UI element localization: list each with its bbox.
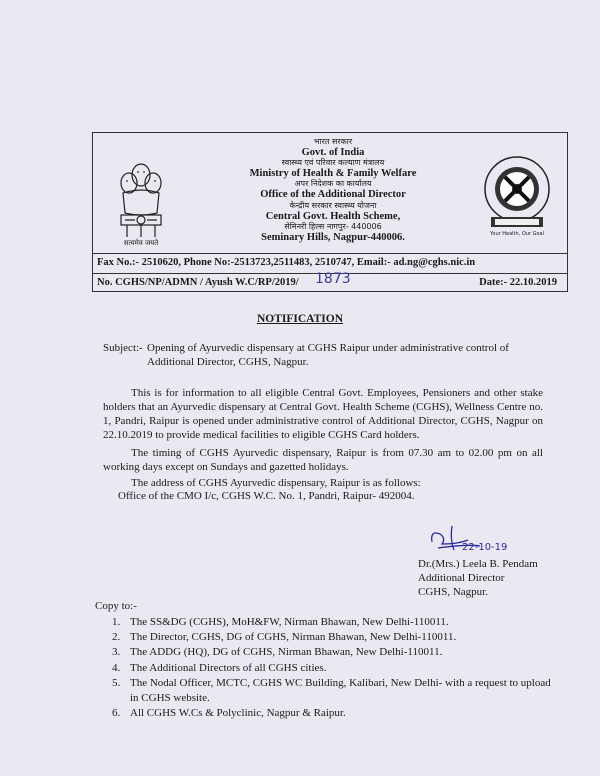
- body-text-3: The address of CGHS Ayurvedic dispensary, Raipur is as follows:: [131, 477, 421, 489]
- signatory-designation: Additional Director: [418, 572, 505, 584]
- national-emblem-icon: [111, 157, 171, 249]
- hindi-office: अपर निदेशक का कार्यालय: [294, 179, 372, 189]
- hindi-ministry: स्वास्थ्य एवं परिवार कल्याण मंत्रालय: [281, 158, 385, 168]
- list-item: 4. The Additional Directors of all CGHS cities.: [112, 661, 327, 674]
- letterhead: [92, 132, 568, 292]
- handwritten-ref-number: 1873: [315, 271, 351, 287]
- body-paragraph-1: [103, 386, 543, 442]
- hindi-address: सेमिनरी हिल्स नागपुर- 440006: [284, 221, 382, 231]
- signatory-block: [418, 557, 538, 599]
- copy-to-list: [112, 615, 552, 721]
- signature-icon: [428, 522, 508, 554]
- list-item: 5. The Nodal Officer, MCTC, CGHS WC Building, Kalibari, New Delhi- with a request to upload in CGHS website.: [112, 676, 551, 705]
- hindi-scheme: केन्द्रीय सरकार स्वास्थ्य योजना: [289, 200, 377, 210]
- emblem-caption: सत्यमेव जयते: [123, 239, 159, 247]
- list-item: 2. The Director, CGHS, DG of CGHS, Nirman Bhawan, New Delhi-110011.: [112, 631, 457, 644]
- list-item: 1. The SS&DG (CGHS), MoH&FW, Nirman Bhawan, New Delhi-110011.: [112, 616, 449, 628]
- handwritten-date: 22-10-19: [462, 542, 508, 553]
- ministry-name: Ministry of Health & Family Welfare: [249, 168, 417, 180]
- govt-name: Govt. of India: [301, 147, 365, 158]
- list-item: 6. All CGHS W.Cs & Polyclinic, Nagpur & Raipur.: [112, 707, 346, 720]
- letterhead-main: [93, 133, 567, 254]
- issue-date: Date:- 22.10.2019: [479, 277, 557, 288]
- notification-title: NOTIFICATION: [256, 313, 344, 325]
- subject-text: Opening of Ayurvedic dispensary at CGHS Raipur under administrative control of Additional Director, CGHS, Nagpur.: [147, 342, 509, 368]
- office-address: Seminary Hills, Nagpur-440006.: [261, 231, 405, 243]
- subject-label: Subject:-: [103, 342, 143, 354]
- logo-caption: Your Health, Our Goal: [490, 231, 544, 237]
- office-name: Office of the Additional Director: [260, 189, 406, 201]
- reference-row: [93, 273, 567, 293]
- body-text-2: The timing of CGHS Ayurvedic dispensary, Raipur is from 07.30 am to 02.00 pm on all working days except on Sundays and gazetted holidays.: [103, 447, 543, 473]
- body-paragraph-3: [103, 476, 543, 490]
- body-paragraph-2: [103, 446, 543, 474]
- copy-to-label: Copy to:-: [95, 600, 137, 612]
- list-item: 3. The ADDG (HQ), DG of CGHS, Nirman Bhawan, New Delhi-110011.: [112, 646, 443, 659]
- scheme-name: Central Govt. Health Scheme,: [265, 210, 401, 222]
- hindi-govt: भारत सरकार: [313, 137, 353, 146]
- signatory-org: CGHS, Nagpur.: [418, 586, 488, 598]
- signatory-name: Dr.(Mrs.) Leela B. Pendam: [418, 558, 538, 570]
- cghs-logo-icon: [481, 153, 553, 237]
- dispensary-address: Office of the CMO I/c, CGHS W.C. No. 1, Pandri, Raipur- 492004.: [118, 490, 415, 502]
- reference-number: No. CGHS/NP/ADMN / Ayush W.C/RP/2019/: [97, 277, 299, 288]
- contact-details: Fax No.:- 2510620, Phone No:-2513723,2511483, 2510747, Email:- ad.ng@cghs.nic.in: [97, 257, 476, 268]
- letterhead-title-block: [233, 137, 433, 243]
- body-text-1: This is for information to all eligible Central Govt. Employees, Pensioners and other stake holders that an Ayurvedic dispensary at Central Govt. Health Scheme (CGHS), Wellness Centre no. 1, Pandri, Raipur is opened under administrative control of Additional Director, CGHS, Nagpur on 22.10.2019 to provide medical facilities to eligible CGHS Card holders.: [103, 387, 543, 441]
